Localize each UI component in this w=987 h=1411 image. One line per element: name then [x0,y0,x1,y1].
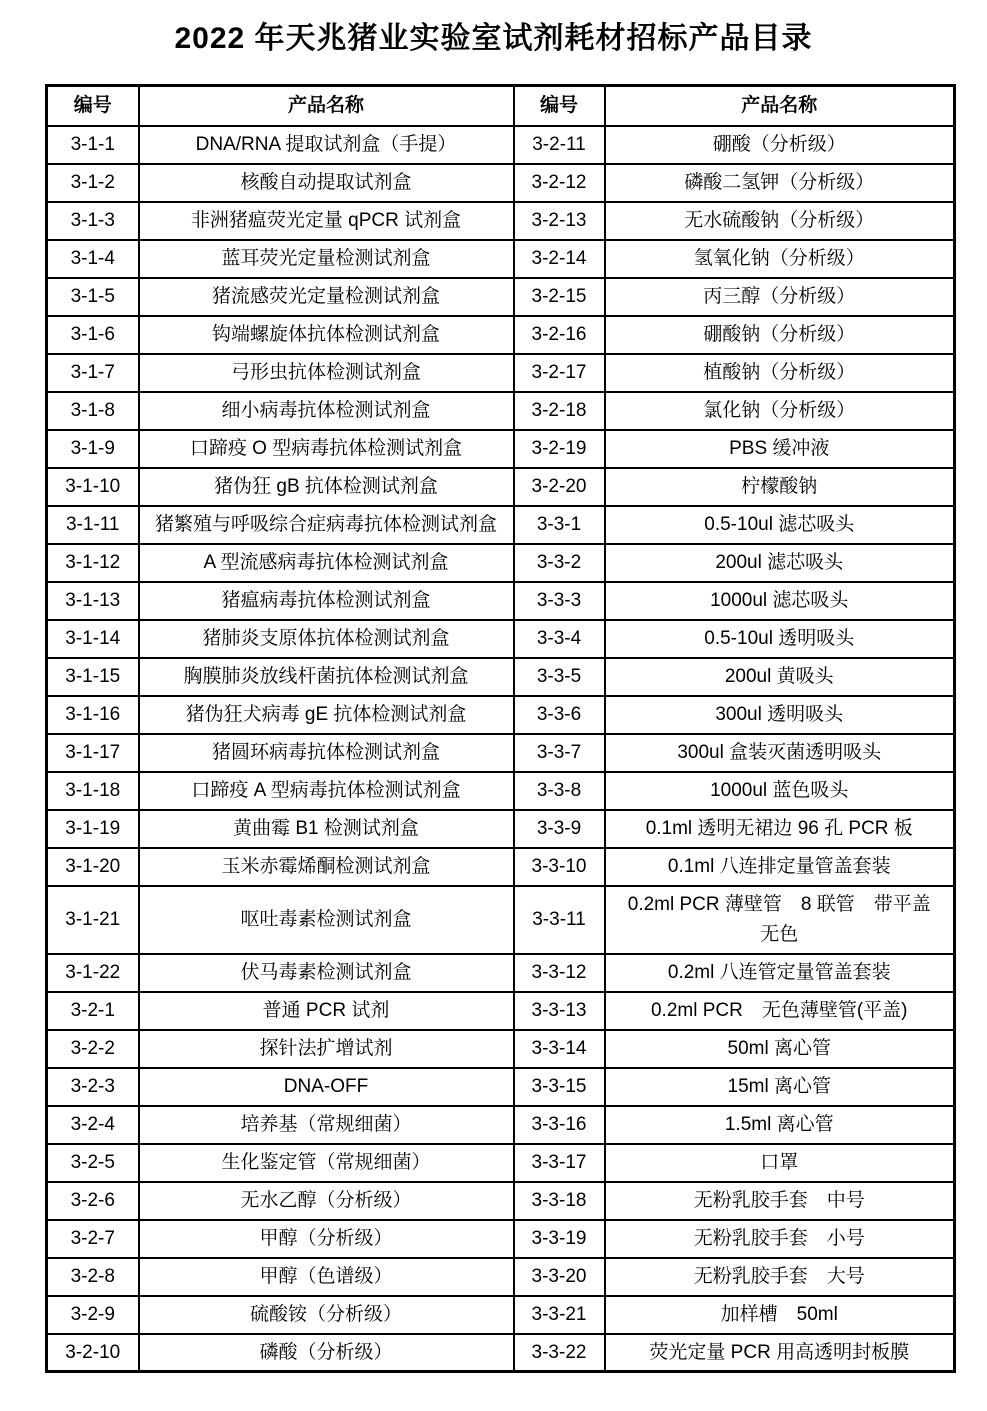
table-row [47,1030,955,1068]
product-name-cell: 硼酸（分析级） [605,126,955,164]
product-name-cell: 1000ul 蓝色吸头 [605,772,955,810]
catalog-number-cell: 3-2-18 [514,392,605,430]
product-name-cell: 伏马毒素检测试剂盒 [139,954,514,992]
catalog-number-cell: 3-2-4 [47,1106,139,1144]
table-row [47,544,955,582]
product-name-cell: 丙三醇（分析级） [605,278,955,316]
table-row [47,1068,955,1106]
catalog-number-cell: 3-2-15 [514,278,605,316]
catalog-number-cell: 3-2-14 [514,240,605,278]
catalog-number-cell: 3-1-14 [47,620,139,658]
catalog-number-cell: 3-1-20 [47,848,139,886]
catalog-number-cell: 3-1-13 [47,582,139,620]
product-name-cell: 甲醇（分析级） [139,1220,514,1258]
catalog-number-cell: 3-1-2 [47,164,139,202]
table-row [47,126,955,164]
catalog-number-cell: 3-2-19 [514,430,605,468]
catalog-number-cell: 3-3-9 [514,810,605,848]
product-name-cell: 200ul 滤芯吸头 [605,544,955,582]
product-name-cell: 培养基（常规细菌） [139,1106,514,1144]
catalog-number-cell: 3-1-1 [47,126,139,164]
catalog-number-cell: 3-1-18 [47,772,139,810]
table-row [47,696,955,734]
product-name-cell: 0.5-10ul 透明吸头 [605,620,955,658]
product-name-cell: 1.5ml 离心管 [605,1106,955,1144]
catalog-number-cell: 3-2-5 [47,1144,139,1182]
catalog-number-cell: 3-2-1 [47,992,139,1030]
product-name-cell: 植酸钠（分析级） [605,354,955,392]
product-name-cell: 200ul 黄吸头 [605,658,955,696]
product-name-cell: DNA/RNA 提取试剂盒（手提） [139,126,514,164]
catalog-number-cell: 3-2-2 [47,1030,139,1068]
product-name-cell: 硫酸铵（分析级） [139,1296,514,1334]
product-name-cell: 300ul 透明吸头 [605,696,955,734]
product-name-cell: 猪伪狂犬病毒 gE 抗体检测试剂盒 [139,696,514,734]
catalog-number-cell: 3-3-20 [514,1258,605,1296]
table-row [47,278,955,316]
product-name-cell: 硼酸钠（分析级） [605,316,955,354]
table-header [47,86,955,126]
table-row [47,620,955,658]
catalog-number-cell: 3-3-10 [514,848,605,886]
table-row [47,1258,955,1296]
product-name-cell: 黄曲霉 B1 检测试剂盒 [139,810,514,848]
product-name-cell: 0.1ml 八连排定量管盖套装 [605,848,955,886]
table-row [47,954,955,992]
catalog-number-cell: 3-1-19 [47,810,139,848]
table-row [47,202,955,240]
catalog-number-cell: 3-1-10 [47,468,139,506]
catalog-number-cell: 3-2-13 [514,202,605,240]
table-row [47,582,955,620]
catalog-number-cell: 3-2-11 [514,126,605,164]
product-name-cell: 0.2ml 八连管定量管盖套装 [605,954,955,992]
table-row [47,1182,955,1220]
table-row [47,1144,955,1182]
product-name-cell: 无粉乳胶手套 小号 [605,1220,955,1258]
catalog-number-cell: 3-3-13 [514,992,605,1030]
table-row [47,1106,955,1144]
table-body [47,126,955,1372]
product-name-cell: 50ml 离心管 [605,1030,955,1068]
product-name-cell: A 型流感病毒抗体检测试剂盒 [139,544,514,582]
product-name-cell: 口蹄疫 O 型病毒抗体检测试剂盒 [139,430,514,468]
catalog-number-cell: 3-2-3 [47,1068,139,1106]
product-name-cell: 无水硫酸钠（分析级） [605,202,955,240]
column-header-product-name-left: 产品名称 [139,86,514,126]
product-name-cell: 氯化钠（分析级） [605,392,955,430]
catalog-number-cell: 3-3-14 [514,1030,605,1068]
table-row [47,316,955,354]
catalog-number-cell: 3-1-17 [47,734,139,772]
product-name-cell: 猪肺炎支原体抗体检测试剂盒 [139,620,514,658]
product-catalog-table [45,84,956,1373]
product-name-cell: 口罩 [605,1144,955,1182]
table-row [47,392,955,430]
table-row [47,354,955,392]
catalog-number-cell: 3-2-6 [47,1182,139,1220]
catalog-number-cell: 3-1-5 [47,278,139,316]
column-header-product-name-right: 产品名称 [605,86,955,126]
product-name-cell: 弓形虫抗体检测试剂盒 [139,354,514,392]
table-row [47,734,955,772]
catalog-number-cell: 3-2-17 [514,354,605,392]
catalog-number-cell: 3-3-16 [514,1106,605,1144]
catalog-number-cell: 3-3-21 [514,1296,605,1334]
product-name-cell: DNA-OFF [139,1068,514,1106]
catalog-number-cell: 3-2-10 [47,1334,139,1372]
product-name-cell: 猪瘟病毒抗体检测试剂盒 [139,582,514,620]
product-name-cell: 猪伪狂 gB 抗体检测试剂盒 [139,468,514,506]
catalog-number-cell: 3-3-15 [514,1068,605,1106]
product-name-cell: 15ml 离心管 [605,1068,955,1106]
table-row [47,1334,955,1372]
catalog-number-cell: 3-1-16 [47,696,139,734]
table-row [47,848,955,886]
catalog-number-cell: 3-2-20 [514,468,605,506]
table-row [47,468,955,506]
product-name-cell: 加样槽 50ml [605,1296,955,1334]
catalog-number-cell: 3-2-16 [514,316,605,354]
catalog-number-cell: 3-3-3 [514,582,605,620]
table-row [47,1296,955,1334]
product-name-cell: 无粉乳胶手套 大号 [605,1258,955,1296]
product-name-cell: 1000ul 滤芯吸头 [605,582,955,620]
catalog-number-cell: 3-1-9 [47,430,139,468]
catalog-number-cell: 3-3-17 [514,1144,605,1182]
catalog-number-cell: 3-2-7 [47,1220,139,1258]
table-row [47,1220,955,1258]
catalog-number-cell: 3-2-9 [47,1296,139,1334]
catalog-number-cell: 3-3-12 [514,954,605,992]
catalog-number-cell: 3-2-8 [47,1258,139,1296]
catalog-number-cell: 3-3-7 [514,734,605,772]
product-name-cell: 无水乙醇（分析级） [139,1182,514,1220]
catalog-number-cell: 3-1-12 [47,544,139,582]
table-row [47,506,955,544]
catalog-number-cell: 3-3-4 [514,620,605,658]
table-row [47,164,955,202]
product-name-cell: 无粉乳胶手套 中号 [605,1182,955,1220]
catalog-number-cell: 3-3-6 [514,696,605,734]
catalog-number-cell: 3-3-1 [514,506,605,544]
catalog-number-cell: 3-3-18 [514,1182,605,1220]
catalog-number-cell: 3-1-21 [47,886,139,954]
catalog-number-cell: 3-1-6 [47,316,139,354]
product-name-cell: 磷酸二氢钾（分析级） [605,164,955,202]
table-row [47,772,955,810]
product-name-cell: 普通 PCR 试剂 [139,992,514,1030]
product-name-cell: 猪流感荧光定量检测试剂盒 [139,278,514,316]
product-name-cell: 细小病毒抗体检测试剂盒 [139,392,514,430]
product-name-cell: 300ul 盒装灭菌透明吸头 [605,734,955,772]
catalog-number-cell: 3-1-22 [47,954,139,992]
catalog-number-cell: 3-3-2 [514,544,605,582]
catalog-number-cell: 3-1-8 [47,392,139,430]
product-name-cell: 甲醇（色谱级） [139,1258,514,1296]
product-name-cell: 钩端螺旋体抗体检测试剂盒 [139,316,514,354]
product-name-cell: PBS 缓冲液 [605,430,955,468]
product-name-cell: 玉米赤霉烯酮检测试剂盒 [139,848,514,886]
product-name-cell: 呕吐毒素检测试剂盒 [139,886,514,954]
header-row [47,86,955,126]
product-name-cell: 非洲猪瘟荧光定量 qPCR 试剂盒 [139,202,514,240]
product-name-cell: 生化鉴定管（常规细菌） [139,1144,514,1182]
table-row [47,886,955,954]
product-name-cell: 猪繁殖与呼吸综合症病毒抗体检测试剂盒 [139,506,514,544]
product-name-cell: 核酸自动提取试剂盒 [139,164,514,202]
catalog-number-cell: 3-1-7 [47,354,139,392]
table-row [47,658,955,696]
catalog-number-cell: 3-1-3 [47,202,139,240]
catalog-number-cell: 3-1-11 [47,506,139,544]
product-name-cell: 柠檬酸钠 [605,468,955,506]
product-name-cell: 0.2ml PCR 无色薄壁管(平盖) [605,992,955,1030]
product-name-cell: 探针法扩增试剂 [139,1030,514,1068]
catalog-number-cell: 3-3-22 [514,1334,605,1372]
page-title: 2022 年天兆猪业实验室试剂耗材招标产品目录 [174,22,813,55]
catalog-number-cell: 3-3-11 [514,886,605,954]
product-name-cell: 蓝耳荧光定量检测试剂盒 [139,240,514,278]
catalog-number-cell: 3-1-15 [47,658,139,696]
product-name-cell: 荧光定量 PCR 用高透明封板膜 [605,1334,955,1372]
product-name-cell: 氢氧化钠（分析级） [605,240,955,278]
product-name-cell: 胸膜肺炎放线杆菌抗体检测试剂盒 [139,658,514,696]
catalog-number-cell: 3-1-4 [47,240,139,278]
column-header-number-right: 编号 [514,86,605,126]
product-name-cell: 口蹄疫 A 型病毒抗体检测试剂盒 [139,772,514,810]
catalog-number-cell: 3-3-8 [514,772,605,810]
table-row [47,992,955,1030]
table-row [47,240,955,278]
catalog-number-cell: 3-3-19 [514,1220,605,1258]
catalog-number-cell: 3-3-5 [514,658,605,696]
product-name-cell: 猪圆环病毒抗体检测试剂盒 [139,734,514,772]
table-row [47,810,955,848]
product-name-cell: 0.5-10ul 滤芯吸头 [605,506,955,544]
catalog-number-cell: 3-2-12 [514,164,605,202]
product-name-cell: 0.1ml 透明无裙边 96 孔 PCR 板 [605,810,955,848]
product-name-cell: 0.2ml PCR 薄壁管 8 联管 带平盖 无色 [605,886,955,954]
product-name-cell: 磷酸（分析级） [139,1334,514,1372]
table-row [47,430,955,468]
column-header-number-left: 编号 [47,86,139,126]
